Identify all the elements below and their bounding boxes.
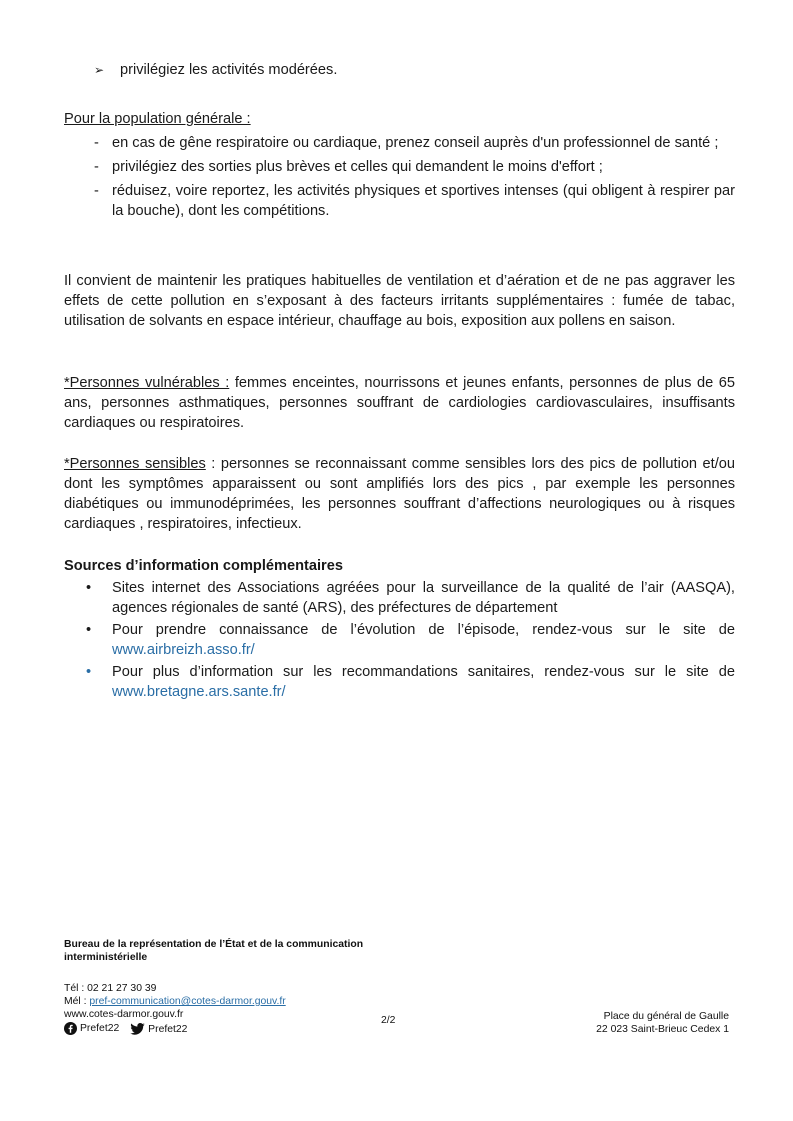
email-link[interactable]: pref-communication@cotes-darmor.gouv.fr [89, 996, 286, 1007]
twitter-link[interactable] [130, 1023, 187, 1036]
airbreizh-link[interactable]: www.airbreizh.asso.fr/ [112, 642, 255, 658]
bullet-icon: • [86, 580, 92, 596]
address-line2: 22 023 Saint-Brieuc Cedex 1 [596, 1024, 729, 1035]
list-item-text: privilégiez des sorties plus brèves et celles qui demandent le moins d'effort ; [112, 159, 603, 175]
email-label: Mél : [64, 996, 90, 1007]
twitter-handle: Prefet22 [148, 1023, 188, 1035]
list-item-text: réduisez, voire reportez, les activités physiques et sportives intenses (qui obligent à respirer par la bouche), dont les compétitions. [112, 183, 735, 219]
bullet-icon: • [86, 664, 92, 680]
vulnerable-text: femmes enceintes, nourrissons et jeunes enfants, personnes de plus de 65 ans, personnes asthmatiques, personnes souffrant de cardiologies cardiovasculaires, insuffisants cardiaques ou respiratoires. [64, 375, 736, 431]
ars-bretagne-link[interactable]: www.bretagne.ars.sante.fr/ [112, 684, 286, 700]
vulnerable-label: *Personnes vulnérables : [64, 375, 230, 391]
paragraph-vulnerable [64, 373, 735, 433]
list-item [64, 157, 735, 177]
general-list [64, 133, 735, 221]
dash-bullet: - [94, 135, 99, 151]
list-item-text: Pour prendre connaissance de l’évolution de l’épisode, rendez-vous sur le site de [112, 622, 735, 638]
email-line [64, 995, 286, 1008]
section-heading-sources: Sources d’information complémentaires [64, 558, 343, 574]
footer-address [560, 1010, 729, 1036]
list-item-text: Sites internet des Associations agréées pour la surveillance de la qualité de l’air (AASQA), agences régionales de santé (ARS), des préfectures de département [112, 580, 735, 616]
office-line1: Bureau de la représentation de l’État et de la communication [64, 939, 364, 950]
footer-office [64, 938, 363, 964]
paragraph-ventilation: Il convient de maintenir les pratiques habituelles de ventilation et d’aération et de ne pas aggraver les effets de cette pollution en s’exposant à des facteurs irritants supplémentaires : fumée de tabac, utilisation de solvants en espace intérieur, chauffage au bois, exposition aux pollens en saison. [64, 273, 735, 329]
sensitive-text: : personnes se reconnaissant comme sensibles lors des pics de pollution et/ou dont les symptômes apparaissent ou sont amplifiés lors des pics , par exemple les personnes diabétiques ou immunodéprimées, les personnes souffrant d’affections neurologiques ou à risques cardiaques , respiratoires, infectieux. [64, 456, 736, 532]
facebook-link[interactable] [64, 1022, 119, 1035]
list-item [64, 133, 735, 153]
facebook-icon [64, 1022, 77, 1035]
dash-bullet: - [94, 183, 99, 199]
dash-bullet: - [94, 159, 99, 175]
section-heading-general: Pour la population générale : [64, 111, 251, 127]
website-link[interactable]: www.cotes-darmor.gouv.fr [64, 1009, 184, 1020]
list-item [64, 662, 735, 702]
bullet-icon: • [86, 622, 92, 638]
phone-number: Tél : 02 21 27 30 39 [64, 983, 157, 994]
sources-list [64, 578, 735, 702]
list-item-text: en cas de gêne respiratoire ou cardiaque, prenez conseil auprès d'un professionnel de santé ; [112, 135, 719, 151]
list-item [64, 578, 735, 618]
list-item [64, 620, 735, 660]
address-line1: Place du général de Gaulle [603, 1011, 729, 1022]
facebook-handle: Prefet22 [80, 1023, 120, 1034]
footer-contact [64, 982, 286, 1039]
social-row [64, 1022, 286, 1039]
list-item-text: Pour plus d’information sur les recommandations sanitaires, rendez-vous sur le site de [112, 664, 735, 680]
twitter-icon [130, 1023, 145, 1035]
paragraph-sensitive [64, 454, 735, 534]
list-item-text: privilégiez les activités modérées. [120, 62, 338, 78]
office-line2: interministérielle [64, 952, 148, 963]
arrow-bullet-icon: ➢ [94, 63, 105, 77]
sensitive-label: *Personnes sensibles [64, 456, 206, 472]
list-item [64, 181, 735, 221]
page-number: 2/2 [381, 1015, 396, 1026]
